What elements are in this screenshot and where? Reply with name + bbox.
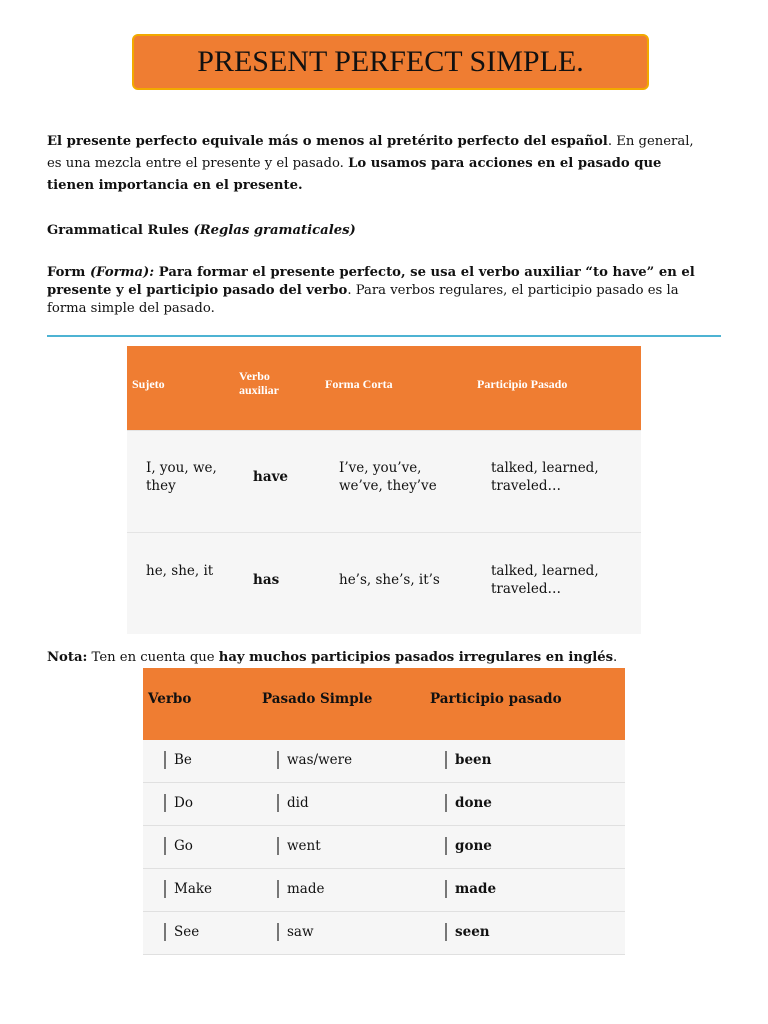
note-normal: Ten en cuenta que xyxy=(87,650,219,665)
cell-verb: Be xyxy=(164,751,192,769)
cell-marker xyxy=(445,751,447,769)
cell-marker xyxy=(164,794,166,812)
cell-marker xyxy=(445,880,447,898)
header-subject: Sujeto xyxy=(132,377,165,391)
intro-normal: . En general, es una mezcla entre el presente y el pasado. xyxy=(47,134,694,171)
form-normal: . Para verbos regulares, el participio pasado es la forma simple del pasado. xyxy=(47,283,679,316)
cell-participle: made xyxy=(445,880,496,898)
cell-marker xyxy=(164,923,166,941)
section-divider xyxy=(47,335,721,337)
cell-aux: has xyxy=(253,572,280,588)
cell-verb: See xyxy=(164,923,199,941)
form-label-italic: (Forma): xyxy=(89,265,155,280)
table-row xyxy=(127,430,641,532)
rules-heading-bold: Grammatical Rules xyxy=(47,223,194,238)
irregular-verbs-table xyxy=(143,668,625,955)
intro-bold-1: El presente perfecto equivale más o menos al pretérito perfecto del español xyxy=(47,134,608,149)
rules-heading-italic: (Reglas gramaticales) xyxy=(193,223,356,238)
cell-marker xyxy=(445,794,447,812)
header-participle: Participio Pasado xyxy=(477,377,568,391)
form-paragraph xyxy=(47,264,707,318)
cell-past: was/were xyxy=(277,751,352,769)
header-short: Forma Corta xyxy=(325,377,393,391)
header-past: Pasado Simple xyxy=(262,691,373,707)
note-bold: hay muchos participios pasados irregulares en inglés xyxy=(218,650,614,665)
header-aux: Verbo auxiliar xyxy=(239,369,280,397)
cell-short: I’ve, you’ve, we’ve, they’ve xyxy=(339,460,437,494)
cell-marker xyxy=(277,794,279,812)
note-paragraph xyxy=(47,650,617,665)
cell-participle: done xyxy=(445,794,492,812)
table-row xyxy=(143,826,625,869)
cell-marker xyxy=(164,880,166,898)
cell-past: made xyxy=(277,880,324,898)
cell-participle: talked, learned, traveled… xyxy=(491,563,599,597)
cell-verb: Go xyxy=(164,837,193,855)
note-end: . xyxy=(613,650,618,665)
rules-heading xyxy=(47,220,707,242)
cell-participle: seen xyxy=(445,923,490,941)
cell-marker xyxy=(445,923,447,941)
header-participle: Participio pasado xyxy=(430,691,562,707)
form-bold: Para formar el presente perfecto, se usa el verbo auxiliar “to have” en el presente y el participio pasado del verbo xyxy=(47,265,695,298)
cell-marker xyxy=(277,923,279,941)
cell-marker xyxy=(277,880,279,898)
cell-verb: Make xyxy=(164,880,212,898)
header-verb: Verbo xyxy=(148,691,192,707)
cell-participle: talked, learned, traveled… xyxy=(491,460,599,494)
note-label: Nota: xyxy=(47,650,88,665)
table-row xyxy=(127,532,641,634)
table-row xyxy=(143,912,625,955)
irregular-verbs-header xyxy=(143,668,625,740)
cell-marker xyxy=(277,751,279,769)
cell-past: did xyxy=(277,794,309,812)
cell-participle: gone xyxy=(445,837,492,855)
table-row xyxy=(143,783,625,826)
cell-marker xyxy=(445,837,447,855)
cell-subject: I, you, we, they xyxy=(146,460,217,494)
table-row xyxy=(143,740,625,783)
conjugation-table-header xyxy=(127,346,641,430)
cell-verb: Do xyxy=(164,794,193,812)
cell-marker xyxy=(277,837,279,855)
intro-bold-2: Lo usamos para acciones en el pasado que tienen importancia en el presente. xyxy=(47,156,662,193)
cell-marker xyxy=(164,751,166,769)
cell-past: went xyxy=(277,837,321,855)
table-row xyxy=(143,869,625,912)
cell-short: he’s, she’s, it’s xyxy=(339,572,440,588)
conjugation-table xyxy=(127,346,641,634)
page-title: PRESENT PERFECT SIMPLE. xyxy=(132,34,649,90)
form-label: Form xyxy=(47,265,90,280)
cell-past: saw xyxy=(277,923,314,941)
cell-subject: he, she, it xyxy=(146,563,214,579)
cell-marker xyxy=(164,837,166,855)
intro-paragraph xyxy=(47,131,707,197)
cell-participle: been xyxy=(445,751,491,769)
cell-aux: have xyxy=(253,469,288,485)
